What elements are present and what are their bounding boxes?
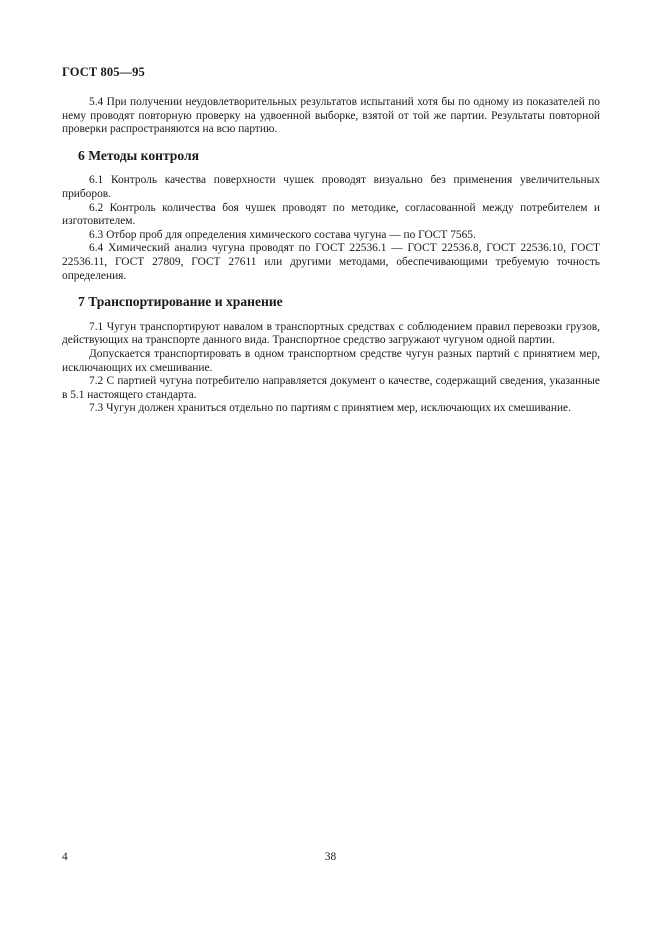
page-number: 4 (62, 851, 68, 863)
document-code-header: ГОСТ 805—95 (62, 65, 145, 79)
paragraph-6-3: 6.3 Отбор проб для определения химического состава чугуна — по ГОСТ 7565. (89, 228, 476, 241)
paragraph-7-1: 7.1 Чугун транспортируют навалом в транспортных средствах с соблюдением правил перевозки грузов, действующих на транспорте данного вида. Транспортное средство загружают чугуном одной партии. (62, 320, 600, 347)
paragraph-6-4: 6.4 Химический анализ чугуна проводят по ГОСТ 22536.1 — ГОСТ 22536.8, ГОСТ 22536.10, ГОСТ 22536.11, ГОСТ 27809, ГОСТ 27611 или другими методами, обеспечивающими требуемую точность определения. (62, 242, 600, 282)
section-7-title: 7 Транспортирование и хранение (78, 294, 283, 310)
paragraph-6-1: 6.1 Контроль качества поверхности чушек проводят визуально без применения увеличительных приборов. (62, 174, 600, 200)
paragraph-6-2: 6.2 Контроль количества боя чушек проводят по методике, согласованной между потребителем и изготовителем. (62, 201, 600, 228)
section-6-title: 6 Методы контроля (78, 147, 199, 163)
sheet-number: 38 (324, 851, 337, 863)
paragraph-5-4: 5.4 При получении неудовлетворительных результатов испытаний хотя бы по одному из показателей по нему проводят повторную проверку на удвоенной выборке, взятой от той же партии. Результаты повторной проверки распространяются на всю партию. (62, 96, 600, 136)
paragraph-7-1-continuation: Допускается транспортировать в одном транспортном средстве чугун разных партий с принятием мер, исключающих их смешивание. (62, 347, 600, 374)
paragraph-7-2: 7.2 С партией чугуна потребителю направляется документ о качестве, содержащий сведения, указанные в 5.1 настоящего стандарта. (62, 375, 600, 401)
paragraph-7-3: 7.3 Чугун должен храниться отдельно по партиям с принятием мер, исключающих их смешивание. (89, 402, 571, 415)
document-body (62, 96, 600, 416)
